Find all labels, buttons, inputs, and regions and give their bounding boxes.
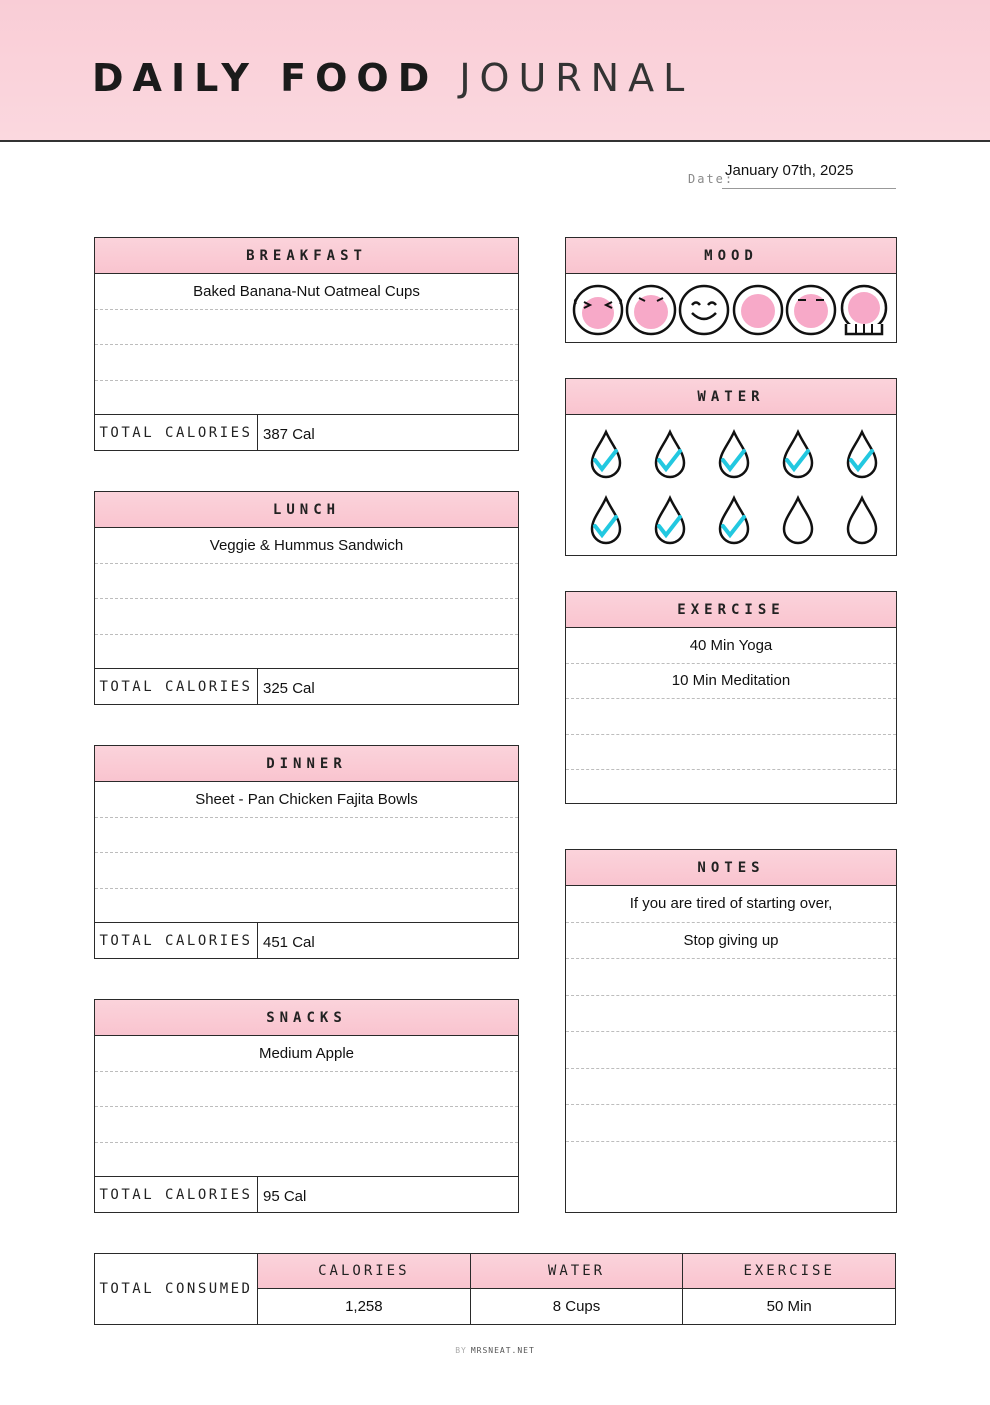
water-section <box>565 378 897 556</box>
breakfast-line-3[interactable] <box>95 345 518 381</box>
lunch-total-label: TOTAL CALORIES <box>95 669 258 704</box>
water-drop-checked-icon <box>588 495 624 547</box>
date-field[interactable]: January 07th, 2025 <box>725 162 854 179</box>
footer-credit <box>0 1346 990 1355</box>
summary-calories-value[interactable]: 1,258 <box>345 1298 383 1315</box>
water-drop-8[interactable] <box>702 495 766 547</box>
water-drop-empty-icon <box>844 495 880 547</box>
water-drop-10[interactable] <box>830 495 894 547</box>
snacks-section <box>94 999 519 1213</box>
mood-section <box>565 237 897 343</box>
page-title <box>92 56 693 100</box>
mood-header: MOOD <box>566 238 896 274</box>
water-drop-checked-icon <box>588 429 624 481</box>
dinner-total-row <box>95 922 518 958</box>
breakfast-line-4[interactable] <box>95 381 518 417</box>
breakfast-section <box>94 237 519 451</box>
exercise-line-4[interactable] <box>566 735 896 771</box>
water-drop-checked-icon <box>716 429 752 481</box>
breakfast-total-value[interactable]: 387 Cal <box>263 426 315 443</box>
water-drop-9[interactable] <box>766 495 830 547</box>
snacks-line-2[interactable] <box>95 1072 518 1108</box>
notes-header: NOTES <box>566 850 896 886</box>
notes-line-3[interactable] <box>566 959 896 996</box>
laughing-face-icon[interactable] <box>572 284 624 336</box>
lunch-line-4[interactable] <box>95 635 518 671</box>
summary-exercise-header: EXERCISE <box>683 1254 895 1289</box>
snacks-header: SNACKS <box>95 1000 518 1036</box>
dinner-line-3[interactable] <box>95 853 518 889</box>
lunch-header: LUNCH <box>95 492 518 528</box>
dinner-header: DINNER <box>95 746 518 782</box>
snacks-total-label: TOTAL CALORIES <box>95 1177 258 1212</box>
summary-exercise-value[interactable]: 50 Min <box>766 1298 812 1315</box>
lunch-line-2[interactable] <box>95 564 518 600</box>
date-label: Date: <box>688 172 735 186</box>
title-bold: DAILY FOOD <box>92 56 439 100</box>
water-drop-2[interactable] <box>638 429 702 481</box>
total-consumed-table <box>94 1253 896 1325</box>
snacks-line-1[interactable]: Medium Apple <box>95 1036 518 1072</box>
lunch-total-value[interactable]: 325 Cal <box>263 680 315 697</box>
notes-line-8[interactable] <box>566 1142 896 1179</box>
summary-water-value[interactable]: 8 Cups <box>552 1298 601 1315</box>
water-drop-1[interactable] <box>574 429 638 481</box>
mood-faces <box>566 274 896 336</box>
notes-line-1[interactable]: If you are tired of starting over, <box>566 886 896 923</box>
exercise-line-2[interactable]: 10 Min Meditation <box>566 664 896 700</box>
notes-line-5[interactable] <box>566 1032 896 1069</box>
sad-face-icon[interactable] <box>625 284 677 336</box>
water-drop-checked-icon <box>652 429 688 481</box>
exercise-header: EXERCISE <box>566 592 896 628</box>
summary-water <box>471 1254 684 1324</box>
notes-line-6[interactable] <box>566 1069 896 1106</box>
breakfast-line-2[interactable] <box>95 310 518 346</box>
breakfast-total-row <box>95 414 518 450</box>
lunch-line-1[interactable]: Veggie & Hummus Sandwich <box>95 528 518 564</box>
dinner-section <box>94 745 519 959</box>
water-drop-6[interactable] <box>574 495 638 547</box>
dinner-line-2[interactable] <box>95 818 518 854</box>
dinner-line-1[interactable]: Sheet - Pan Chicken Fajita Bowls <box>95 782 518 818</box>
summary-exercise <box>683 1254 895 1324</box>
exercise-line-3[interactable] <box>566 699 896 735</box>
snacks-line-4[interactable] <box>95 1143 518 1179</box>
exercise-line-5[interactable] <box>566 770 896 806</box>
water-drop-checked-icon <box>716 495 752 547</box>
water-header: WATER <box>566 379 896 415</box>
breakfast-line-1[interactable]: Baked Banana-Nut Oatmeal Cups <box>95 274 518 310</box>
water-drop-3[interactable] <box>702 429 766 481</box>
lunch-line-3[interactable] <box>95 599 518 635</box>
water-drop-empty-icon <box>780 495 816 547</box>
tired-face-icon[interactable] <box>785 284 837 336</box>
dinner-total-value[interactable]: 451 Cal <box>263 934 315 951</box>
breakfast-total-label: TOTAL CALORIES <box>95 415 258 450</box>
summary-water-header: WATER <box>471 1254 683 1289</box>
total-consumed-label: TOTAL CONSUMED <box>95 1254 258 1324</box>
title-light: JOURNAL <box>459 56 694 100</box>
exercise-line-1[interactable]: 40 Min Yoga <box>566 628 896 664</box>
breakfast-header: BREAKFAST <box>95 238 518 274</box>
notes-line-2[interactable]: Stop giving up <box>566 923 896 960</box>
notes-line-4[interactable] <box>566 996 896 1033</box>
summary-calories <box>258 1254 471 1324</box>
water-drop-checked-icon <box>780 429 816 481</box>
snacks-line-3[interactable] <box>95 1107 518 1143</box>
water-drop-checked-icon <box>652 495 688 547</box>
notes-line-7[interactable] <box>566 1105 896 1142</box>
lunch-section <box>94 491 519 705</box>
water-drop-7[interactable] <box>638 495 702 547</box>
page-header <box>0 0 990 142</box>
summary-calories-header: CALORIES <box>258 1254 470 1289</box>
lunch-total-row <box>95 668 518 704</box>
footer-site[interactable]: MRSNEAT.NET <box>470 1346 535 1355</box>
water-drops <box>566 415 896 547</box>
exercise-section <box>565 591 897 804</box>
water-drop-checked-icon <box>844 429 880 481</box>
water-drop-5[interactable] <box>830 429 894 481</box>
dinner-total-label: TOTAL CALORIES <box>95 923 258 958</box>
smiling-face-icon[interactable] <box>678 284 730 336</box>
dinner-line-4[interactable] <box>95 889 518 925</box>
date-underline <box>722 188 896 189</box>
footer-by: BY <box>455 1346 467 1355</box>
water-drop-4[interactable] <box>766 429 830 481</box>
angry-face-icon[interactable] <box>838 284 890 336</box>
notes-section <box>565 849 897 1213</box>
snacks-total-row <box>95 1176 518 1212</box>
snacks-total-value[interactable]: 95 Cal <box>263 1188 307 1205</box>
neutral-face-icon[interactable] <box>732 284 784 336</box>
